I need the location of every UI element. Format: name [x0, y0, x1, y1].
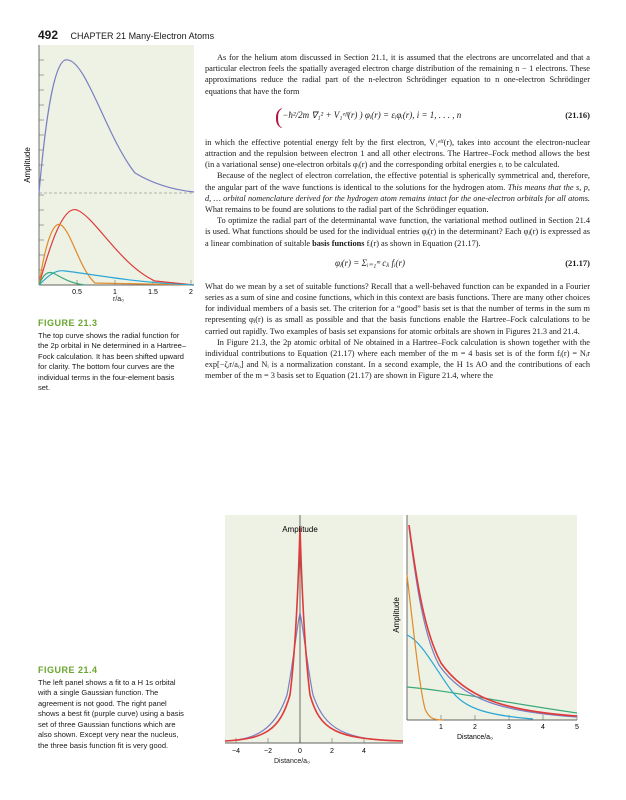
left-tick-1: −2	[264, 748, 272, 755]
fig4-caption-text: The left panel shows a fit to a H 1s orbital with a single Gaussian function. The agreement is not good. The right panel shows a best fit (purple curve) using a basis set of three Gaussian functions which are also shown. Except very near the nucleus, the three basis function fit is very good.	[38, 677, 184, 750]
paragraph-3b: This means that the s, p, d, … orbital nomenclature derived for the hydrogen atom remains intact for the one-electron orbitals for all atoms.	[205, 182, 590, 203]
fig3-caption-title: FIGURE 21.3	[38, 318, 98, 328]
right-tick-0: 1	[439, 724, 443, 731]
eq-21-16-number: (21.16)	[565, 109, 590, 120]
fig3-x-label: r/a₀	[113, 296, 125, 303]
plot-background	[225, 515, 403, 743]
right-tick-1: 2	[473, 724, 477, 731]
fig3-tick-3: 2	[189, 289, 193, 296]
left-tick-4: 4	[362, 748, 366, 755]
right-tick-3: 4	[541, 724, 545, 731]
paragraph-5: What do we mean by a set of suitable functions? Recall that a well-behaved function can be expanded in a Fourier series as a sum of sine and cosine functions, which in this context are basis functions. There are many other choices for individual members of a basis set. The criterion for a “good” basis set is that the number of terms in the sum m representing φⱼ(r) is as small as possible and that the basis functions enable the Hartree–Fock calculations to be carried out rapidly. Two examples of basis set expansions for atomic orbitals are shown in Figures 21.3 and 21.4.	[205, 281, 590, 336]
fig3-tick-2: 1.5	[148, 289, 158, 296]
fig3-caption-text: The top curve shows the radial function for the 2p orbital in Ne determined in a Hartree–Fock calculation. It has been shifted upward for clarity. The bottom four curves are the individual terms in the four-element basis set.	[38, 330, 187, 392]
paragraph-4c: fᵢ(r) as shown in Equation (21.17).	[366, 238, 481, 248]
paragraph-3a: Because of the neglect of electron correlation, the effective potential is spherically symmetrical and, therefore, the angular part of the wave functions is identical to the solutions for the hydrogen atom.	[205, 171, 590, 192]
left-tick-3: 2	[330, 748, 334, 755]
figure-21-3-plot	[25, 45, 200, 295]
paragraph-6: In Figure 21.3, the 2p atomic orbital of Ne obtained in a Hartree–Fock calculation is shown together with the individual contributions to Equation (21.17) where each member of the m = 4 basis set is of the form fᵢ(r) = Nᵢr exp[−ζᵢr/a₀] and Nᵢ is a normalization constant. In a second example, the H 1s AO and the contributions of each member of the m = 3 basis set to Equation (21.17) are shown in Figure 21.4, where the	[205, 337, 590, 381]
left-y-label: Amplitude	[282, 525, 318, 534]
fig3-tick-0: 0.5	[72, 289, 82, 296]
paragraph-1: As for the helium atom discussed in Section 21.1, it is assumed that the electrons are uncorrelated and that a particular electron feels the spatially averaged electron charge distribution of the remaining n − 1 electrons. These approximations reduce the radial part of the n-electron Schrödinger equation to n one-electron Schrödinger equations that have the form	[205, 53, 590, 96]
figure-21-4-left-plot	[225, 515, 405, 755]
equation-21-16: (−ħ²/2m ∇₁² + V₁ᵉᶠᶠ(r) ) φᵢ(r) = εᵢφᵢ(r), i = 1, . . . , n (21.16)	[275, 103, 590, 129]
fig4-caption-title: FIGURE 21.4	[38, 665, 98, 675]
plot-background	[407, 515, 577, 720]
right-tick-4: 5	[575, 724, 579, 731]
equation-21-17	[205, 254, 590, 276]
chapter-title: CHAPTER 21 Many-Electron Atoms	[70, 31, 215, 41]
page-header	[38, 28, 214, 42]
left-tick-2: 0	[298, 748, 302, 755]
page-number: 492	[38, 28, 59, 42]
paragraph-4b: basis functions	[312, 238, 365, 248]
paragraph-4a: To optimize the radial part of the determinantal wave function, the variational method outlined in Section 21.4 is used. What functions should be used for the individual entries φⱼ(r) in the determinant? Each φⱼ(r) is expressed as a linear combination of suitable	[205, 216, 590, 248]
figure-21-4-caption	[38, 665, 188, 751]
eq-21-17-number: (21.17)	[565, 257, 590, 268]
right-x-label: Distance/a₀	[457, 734, 493, 741]
left-x-label: Distance/a₀	[274, 758, 310, 765]
eq-21-16-math: −ħ²/2m ∇₁² + V₁ᵉᶠᶠ(r) ) φᵢ(r) = εᵢφᵢ(r), i = 1, . . . , n	[282, 109, 462, 120]
right-y-label: Amplitude	[392, 597, 401, 633]
paragraph-3c: What remains to be found are solutions to the radial part of the Schrödinger equation.	[205, 205, 489, 215]
figure-21-3-caption	[38, 318, 188, 394]
fig3-tick-1: 1	[113, 289, 117, 296]
fig3-y-label: Amplitude	[23, 147, 32, 183]
paragraph-2: in which the effective potential energy felt by the first electron, V₁ᵉᶠᶠ(r), takes into account the electron-nuclear attraction and the repulsion between electron 1 and all other electrons. The Hartree–Fock method allows the best (in a variational sense) one-electron orbitals φᵢ(r) and the corresponding orbital energies εᵢ to be calculated.	[205, 137, 590, 170]
paragraph-4	[205, 215, 590, 249]
figure-21-4-right-plot	[393, 515, 593, 755]
right-tick-2: 3	[507, 724, 511, 731]
left-tick-0: −4	[232, 748, 240, 755]
eq-21-17-math: φⱼ(r) = Σᵢ₌₁ᵐ cⱼᵢ fᵢ(r)	[335, 257, 405, 268]
body-text	[205, 52, 590, 382]
paragraph-3	[205, 170, 590, 215]
